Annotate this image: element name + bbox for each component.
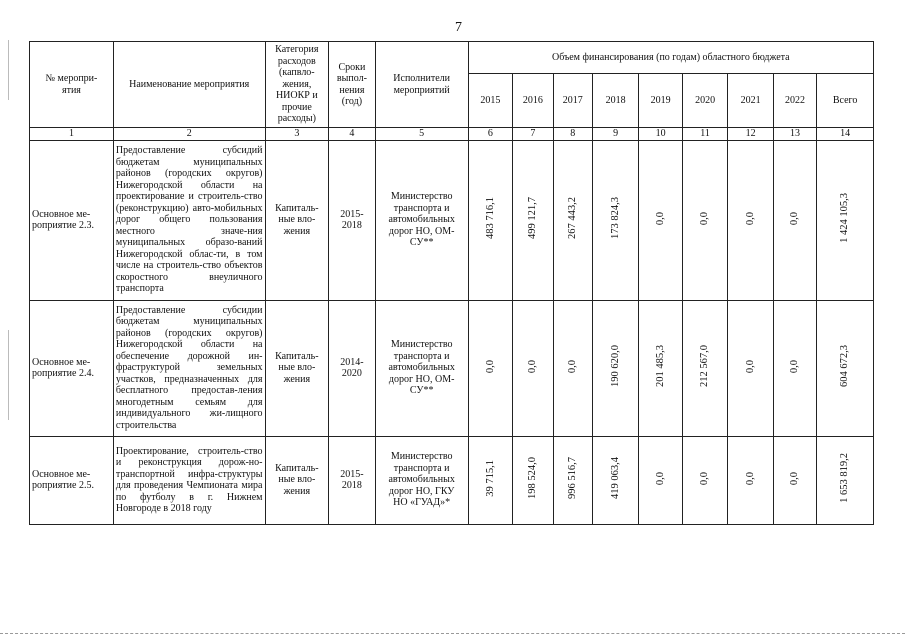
row-name: Предоставление субсидий бюджетам муниципальных районов (городских округов) Нижегородской области на проектирование и строитель-ство (реконструкцию) авто-мобильных дорог общего пользования местного значе-ния муниципальных образо-ваний Нижегородской облас-ти, в том числе на строитель-ство объектов скоростного внеуличного транспорта bbox=[113, 140, 265, 300]
row-value: 267 443,2 bbox=[553, 140, 592, 300]
row-value: 0,0 bbox=[682, 140, 727, 300]
row-value: 0,0 bbox=[639, 140, 682, 300]
row-period: 2014- 2020 bbox=[329, 300, 375, 436]
row-period: 2015- 2018 bbox=[329, 436, 375, 524]
row-value: 201 485,3 bbox=[639, 300, 682, 436]
header-financing: Объем финансирования (по годам) областного бюджета bbox=[468, 42, 873, 74]
column-number: 4 bbox=[329, 128, 375, 141]
row-value: 198 524,0 bbox=[513, 436, 553, 524]
column-number: 2 bbox=[113, 128, 265, 141]
row-executor: Министерство транспорта и автомобильных дорог НО, ОМ- СУ** bbox=[375, 300, 468, 436]
row-executor: Министерство транспорта и автомобильных дорог НО, ОМ- СУ** bbox=[375, 140, 468, 300]
column-number: 8 bbox=[553, 128, 592, 141]
row-value: 499 121,7 bbox=[513, 140, 553, 300]
scan-edge-mark bbox=[8, 330, 9, 420]
header-category: Категория расходов (капвло- жения, НИОКР и прочие расходы) bbox=[265, 42, 329, 128]
header-row-top bbox=[30, 42, 874, 74]
row-id: Основное ме- роприятие 2.3. bbox=[30, 140, 114, 300]
row-category: Капиталь- ные вло- жения bbox=[265, 436, 329, 524]
table-row bbox=[30, 140, 874, 300]
header-name: Наименование мероприятия bbox=[113, 42, 265, 128]
row-value: 0,0 bbox=[553, 300, 592, 436]
page-number: 7 bbox=[455, 20, 462, 35]
row-value: 0,0 bbox=[773, 436, 816, 524]
row-value: 190 620,0 bbox=[592, 300, 638, 436]
row-value: 996 516,7 bbox=[553, 436, 592, 524]
column-number: 13 bbox=[773, 128, 816, 141]
row-category: Капиталь- ные вло- жения bbox=[265, 300, 329, 436]
table-row bbox=[30, 300, 874, 436]
column-number: 12 bbox=[728, 128, 773, 141]
row-value: 0,0 bbox=[728, 300, 773, 436]
row-category: Капиталь- ные вло- жения bbox=[265, 140, 329, 300]
row-name: Предоставление субсидии бюджетам муниципальных районов (городских округов) Нижегородской области на обеспечение дорожной ин-фраструктурой земельных участков, предназначенных для бесплатного предостав-ления многодетным семьям для индивидуального жи-лищного строительства bbox=[113, 300, 265, 436]
row-value: 419 063,4 bbox=[592, 436, 638, 524]
table-row bbox=[30, 436, 874, 524]
row-value: 0,0 bbox=[513, 300, 553, 436]
header-executor: Исполнители мероприятий bbox=[375, 42, 468, 128]
row-value: 212 567,0 bbox=[682, 300, 727, 436]
row-value: 39 715,1 bbox=[468, 436, 512, 524]
row-name: Проектирование, строитель-ство и реконструкция дорож-но-транспортной инфра-структуры для проведения Чемпионата мира по футболу в г. Нижнем Новгороде в 2018 году bbox=[113, 436, 265, 524]
column-number: 1 bbox=[30, 128, 114, 141]
row-value: 173 824,3 bbox=[592, 140, 638, 300]
header-year: 2016 bbox=[513, 74, 553, 128]
column-number-row bbox=[30, 128, 874, 141]
scan-bottom-line bbox=[0, 633, 905, 634]
header-year: 2021 bbox=[728, 74, 773, 128]
scan-edge-mark bbox=[8, 40, 9, 100]
header-year: 2017 bbox=[553, 74, 592, 128]
row-id: Основное ме- роприятие 2.4. bbox=[30, 300, 114, 436]
row-total: 604 672,3 bbox=[817, 300, 874, 436]
header-id: № меропри- ятия bbox=[30, 42, 114, 128]
row-value: 0,0 bbox=[639, 436, 682, 524]
row-total: 1 653 819,2 bbox=[817, 436, 874, 524]
row-value: 0,0 bbox=[468, 300, 512, 436]
row-value: 483 716,1 bbox=[468, 140, 512, 300]
header-year: 2018 bbox=[592, 74, 638, 128]
header-year: 2019 bbox=[639, 74, 682, 128]
column-number: 10 bbox=[639, 128, 682, 141]
header-year: 2022 bbox=[773, 74, 816, 128]
column-number: 7 bbox=[513, 128, 553, 141]
header-period: Сроки выпол- нения (год) bbox=[329, 42, 375, 128]
row-id: Основное ме- роприятие 2.5. bbox=[30, 436, 114, 524]
column-number: 6 bbox=[468, 128, 512, 141]
row-value: 0,0 bbox=[728, 140, 773, 300]
row-value: 0,0 bbox=[682, 436, 727, 524]
column-number: 14 bbox=[817, 128, 874, 141]
header-year: 2020 bbox=[682, 74, 727, 128]
row-value: 0,0 bbox=[728, 436, 773, 524]
column-number: 11 bbox=[682, 128, 727, 141]
row-period: 2015- 2018 bbox=[329, 140, 375, 300]
column-number: 3 bbox=[265, 128, 329, 141]
row-executor: Министерство транспорта и автомобильных дорог НО, ГКУ НО «ГУАД»* bbox=[375, 436, 468, 524]
row-value: 0,0 bbox=[773, 140, 816, 300]
column-number: 9 bbox=[592, 128, 638, 141]
header-year: 2015 bbox=[468, 74, 512, 128]
column-number: 5 bbox=[375, 128, 468, 141]
financing-table bbox=[29, 41, 874, 525]
header-total: Всего bbox=[817, 74, 874, 128]
row-total: 1 424 105,3 bbox=[817, 140, 874, 300]
row-value: 0,0 bbox=[773, 300, 816, 436]
